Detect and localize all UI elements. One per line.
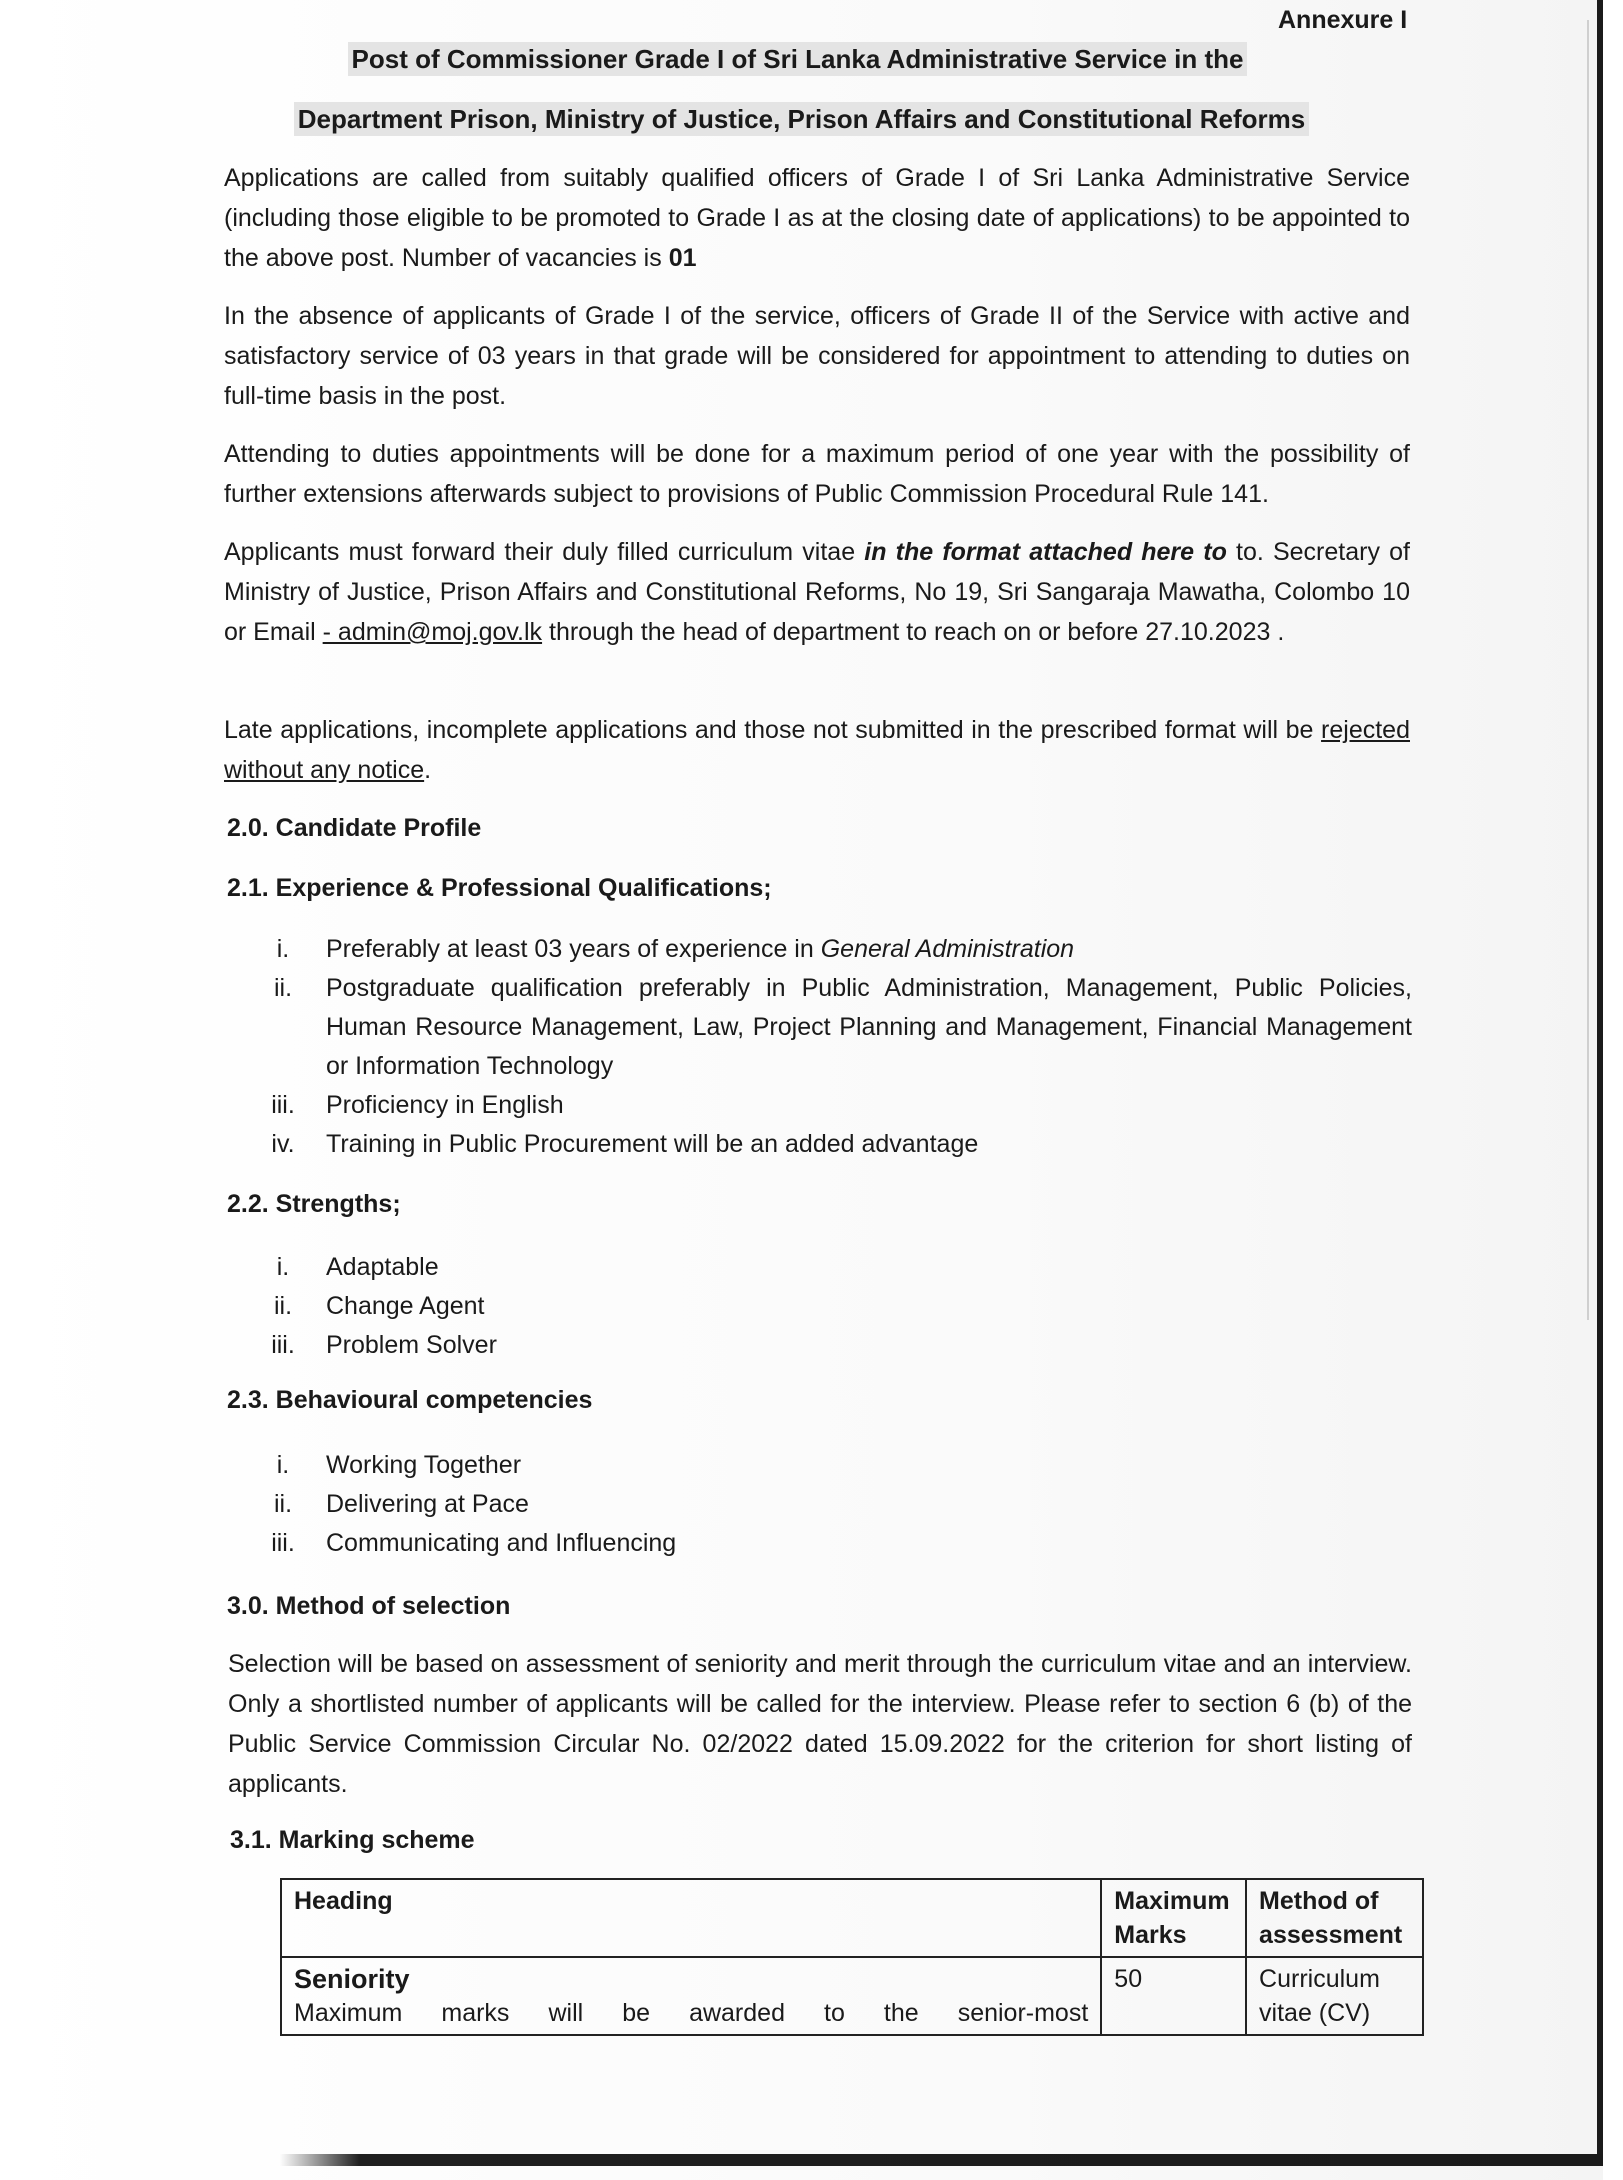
competencies-list [240,1446,1412,1563]
list-item: i. Adaptable [276,1253,439,1281]
scan-fold-line [1587,20,1589,1320]
header-heading: Heading [281,1879,1101,1957]
list-item: iii. Communicating and Influencing [271,1529,677,1557]
list-item: ii. Change Agent [273,1292,485,1320]
list-item: ii. Delivering at Pace [273,1490,529,1518]
paragraph-applications: Applications are called from suitably qualified officers of Grade I of Sri Lanka Administrative Service (including those eligible to be promoted to Grade I as at the closing date of applications) to be appointed to the above post. Number of vacancies is 01 [224,164,1410,272]
experience-list [240,930,1412,1164]
table-header-row [281,1879,1423,1957]
row-seniority-method: Curriculum vitae (CV) [1246,1957,1423,2035]
scan-edge-shadow [1597,0,1603,2160]
heading-strengths: 2.2. Strengths; [227,1190,401,1218]
list-item: i. Preferably at least 03 years of experience in General Administration [276,935,1075,963]
vacancies-count: 01 [668,244,697,272]
table-row [281,1957,1423,2035]
title-line-2: Department Prison, Ministry of Justice, Prison Affairs and Constitutional Reforms [0,104,1613,135]
row-seniority-marks: 50 [1101,1957,1246,2035]
list-item: iii. Proficiency in English [271,1091,564,1119]
paragraph-submission: Applicants must forward their duly filled curriculum vitae in the format attached here to to. Secretary of Ministry of Justice, Prison Affairs and Constitutional Reforms, No 19, Sri Sangaraja Mawatha, Colombo 10 or Email - admin@moj.gov.lk through the head of department to reach on or before 27.10.2023 . [224,538,1410,646]
annexure-label: Annexure I [1278,6,1408,34]
paragraph-selection: Selection will be based on assessment of seniority and merit through the curriculum vitae and an interview. Only a shortlisted number of applicants will be called for the interview. Please refer to section 6 (b) of the Public Service Commission Circular No. 02/2022 dated 15.09.2022 for the criterion for short listing of applicants. [228,1650,1412,1798]
heading-marking-scheme: 3.1. Marking scheme [230,1826,475,1854]
header-method-of-assessment: Method of assessment [1246,1879,1423,1957]
marking-scheme-table [280,1878,1424,2036]
heading-candidate-profile: 2.0. Candidate Profile [227,814,482,842]
heading-method-of-selection: 3.0. Method of selection [227,1592,511,1620]
scan-bottom-shadow [280,2154,1603,2166]
strengths-list [240,1248,1412,1365]
header-maximum-marks: Maximum Marks [1101,1879,1246,1957]
row-seniority: Seniority Maximum marks will be awarded to the senior-most [281,1957,1101,2035]
title-line-1: Post of Commissioner Grade I of Sri Lanka Administrative Service in the [0,44,1609,75]
list-item: i. Working Together [276,1451,522,1479]
email-link[interactable]: - admin@moj.gov.lk [322,618,543,646]
paragraph-grade-ii: In the absence of applicants of Grade I of the service, officers of Grade II of the Service with active and satisfactory service of 03 years in that grade will be considered for appointment to attending to duties on full-time basis in the post. [224,302,1410,410]
paragraph-attending-duties: Attending to duties appointments will be done for a maximum period of one year with the possibility of further extensions afterwards subject to provisions of Public Commission Procedural Rule 141. [224,440,1410,508]
heading-behavioural-competencies: 2.3. Behavioural competencies [227,1386,593,1414]
heading-experience: 2.1. Experience & Professional Qualifications; [227,874,772,902]
scan-margin [1603,0,1623,2180]
list-item: iii. Problem Solver [271,1331,497,1359]
paragraph-late-applications: Late applications, incomplete applications and those not submitted in the prescribed format will be rejected without any notice. [224,716,1410,784]
list-item: ii. Postgraduate qualification preferably in Public Administration, Management, Public Policies, Human Resource Management, Law, Project Planning and Management, Financial Management or Information Technology [273,974,1412,1080]
list-item: iv. Training in Public Procurement will be an added advantage [271,1130,979,1158]
